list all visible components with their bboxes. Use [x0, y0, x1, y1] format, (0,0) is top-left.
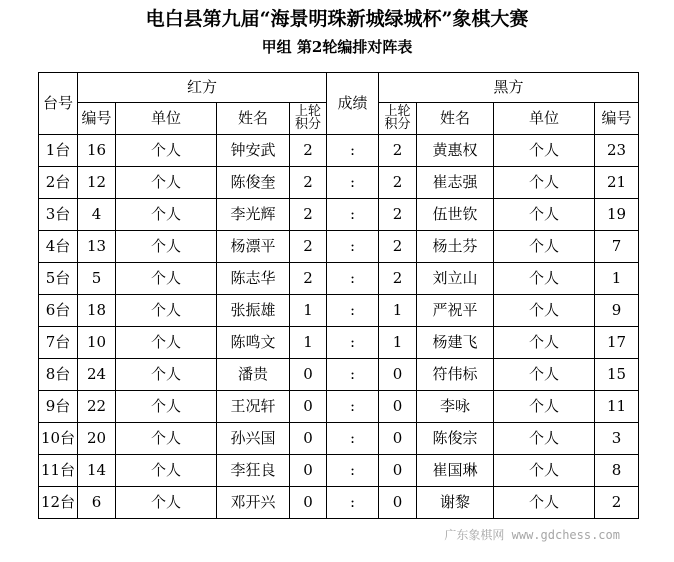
cell-red-prev-points: 0: [290, 359, 327, 391]
cell-red-name: 潘贵: [217, 359, 290, 391]
cell-black-name: 严祝平: [417, 295, 494, 327]
cell-red-prev-points: 0: [290, 423, 327, 455]
cell-red-unit: 个人: [116, 231, 217, 263]
cell-red-number: 22: [78, 391, 116, 423]
cell-black-number: 3: [595, 423, 639, 455]
cell-black-name: 刘立山: [417, 263, 494, 295]
cell-black-unit: 个人: [494, 199, 595, 231]
cell-black-prev-points: 2: [379, 231, 417, 263]
cell-red-prev-points: 2: [290, 231, 327, 263]
cell-table-no: 12台: [39, 487, 78, 519]
table-row: [39, 295, 639, 327]
cell-black-prev-points: 0: [379, 423, 417, 455]
cell-black-unit: 个人: [494, 423, 595, 455]
cell-result: :: [327, 295, 379, 327]
pairing-table: [38, 72, 639, 519]
cell-red-prev-points: 1: [290, 327, 327, 359]
table-row: [39, 167, 639, 199]
cell-black-prev-points: 0: [379, 487, 417, 519]
cell-table-no: 4台: [39, 231, 78, 263]
cell-black-name: 杨土芬: [417, 231, 494, 263]
cell-black-prev-points: 0: [379, 455, 417, 487]
cell-black-prev-points: 2: [379, 263, 417, 295]
table-row: [39, 487, 639, 519]
cell-red-name: 杨漂平: [217, 231, 290, 263]
cell-red-prev-points: 1: [290, 295, 327, 327]
cell-black-number: 1: [595, 263, 639, 295]
cell-red-unit: 个人: [116, 295, 217, 327]
cell-black-name: 杨建飞: [417, 327, 494, 359]
cell-black-prev-points: 0: [379, 391, 417, 423]
black-prev-points-label: 上轮 积分: [384, 104, 411, 132]
cell-result: :: [327, 231, 379, 263]
page-title: 电白县第九届“海景明珠新城绿城杯”象棋大赛: [145, 8, 529, 30]
cell-red-unit: 个人: [116, 263, 217, 295]
cell-black-unit: 个人: [494, 359, 595, 391]
cell-table-no: 10台: [39, 423, 78, 455]
cell-red-prev-points: 0: [290, 391, 327, 423]
cell-black-prev-points: 1: [379, 295, 417, 327]
table-row: [39, 455, 639, 487]
cell-red-name: 王况轩: [217, 391, 290, 423]
cell-table-no: 3台: [39, 199, 78, 231]
cell-black-number: 23: [595, 135, 639, 167]
cell-table-no: 9台: [39, 391, 78, 423]
cell-red-unit: 个人: [116, 135, 217, 167]
col-header-result: 成绩: [327, 73, 379, 135]
header-row-1: [39, 73, 639, 103]
col-header-black-number: 编号: [595, 103, 639, 135]
col-header-red-number: 编号: [78, 103, 116, 135]
cell-red-number: 18: [78, 295, 116, 327]
cell-red-number: 4: [78, 199, 116, 231]
watermark: 广东象棋网 www.gdchess.com: [444, 528, 620, 542]
cell-red-number: 13: [78, 231, 116, 263]
cell-black-name: 符伟标: [417, 359, 494, 391]
cell-red-prev-points: 2: [290, 135, 327, 167]
cell-result: :: [327, 167, 379, 199]
cell-black-prev-points: 2: [379, 135, 417, 167]
cell-red-unit: 个人: [116, 423, 217, 455]
col-header-black-prev-points: [379, 103, 417, 135]
cell-table-no: 6台: [39, 295, 78, 327]
red-side-header: 红方: [78, 73, 327, 103]
table-row: [39, 423, 639, 455]
cell-black-number: 17: [595, 327, 639, 359]
cell-red-name: 孙兴国: [217, 423, 290, 455]
cell-red-unit: 个人: [116, 487, 217, 519]
cell-table-no: 8台: [39, 359, 78, 391]
cell-black-unit: 个人: [494, 295, 595, 327]
cell-result: :: [327, 455, 379, 487]
cell-red-prev-points: 2: [290, 167, 327, 199]
table-row: [39, 391, 639, 423]
cell-table-no: 11台: [39, 455, 78, 487]
cell-red-unit: 个人: [116, 455, 217, 487]
cell-red-number: 16: [78, 135, 116, 167]
col-header-red-prev-points: [290, 103, 327, 135]
cell-black-name: 崔国琳: [417, 455, 494, 487]
cell-red-name: 张振雄: [217, 295, 290, 327]
cell-black-number: 8: [595, 455, 639, 487]
cell-black-unit: 个人: [494, 327, 595, 359]
col-header-black-name: 姓名: [417, 103, 494, 135]
cell-black-number: 11: [595, 391, 639, 423]
cell-red-name: 钟安武: [217, 135, 290, 167]
cell-black-number: 21: [595, 167, 639, 199]
cell-red-number: 6: [78, 487, 116, 519]
cell-black-unit: 个人: [494, 455, 595, 487]
cell-black-name: 黄惠权: [417, 135, 494, 167]
cell-red-prev-points: 2: [290, 199, 327, 231]
cell-result: :: [327, 263, 379, 295]
table-row: [39, 327, 639, 359]
cell-black-name: 崔志强: [417, 167, 494, 199]
cell-black-unit: 个人: [494, 487, 595, 519]
cell-black-name: 谢黎: [417, 487, 494, 519]
cell-red-name: 邓开兴: [217, 487, 290, 519]
cell-red-unit: 个人: [116, 391, 217, 423]
cell-table-no: 1台: [39, 135, 78, 167]
col-header-red-unit: 单位: [116, 103, 217, 135]
cell-result: :: [327, 327, 379, 359]
table-row: [39, 135, 639, 167]
cell-black-prev-points: 2: [379, 167, 417, 199]
cell-table-no: 2台: [39, 167, 78, 199]
cell-table-no: 7台: [39, 327, 78, 359]
cell-black-unit: 个人: [494, 167, 595, 199]
cell-red-name: 李光辉: [217, 199, 290, 231]
col-header-table-no: 台号: [39, 73, 78, 135]
cell-black-unit: 个人: [494, 135, 595, 167]
cell-red-number: 5: [78, 263, 116, 295]
table-row: [39, 359, 639, 391]
cell-black-number: 9: [595, 295, 639, 327]
cell-black-name: 陈俊宗: [417, 423, 494, 455]
cell-table-no: 5台: [39, 263, 78, 295]
cell-black-number: 15: [595, 359, 639, 391]
cell-black-name: 李咏: [417, 391, 494, 423]
cell-black-unit: 个人: [494, 263, 595, 295]
black-side-header: 黑方: [379, 73, 639, 103]
cell-red-number: 10: [78, 327, 116, 359]
cell-red-name: 陈俊奎: [217, 167, 290, 199]
cell-red-unit: 个人: [116, 199, 217, 231]
red-prev-points-label: 上轮 积分: [295, 104, 322, 132]
cell-black-number: 2: [595, 487, 639, 519]
cell-red-prev-points: 2: [290, 263, 327, 295]
cell-red-name: 李狂良: [217, 455, 290, 487]
cell-result: :: [327, 135, 379, 167]
cell-black-number: 7: [595, 231, 639, 263]
table-row: [39, 263, 639, 295]
cell-red-number: 12: [78, 167, 116, 199]
cell-red-number: 24: [78, 359, 116, 391]
cell-red-unit: 个人: [116, 359, 217, 391]
cell-red-prev-points: 0: [290, 455, 327, 487]
cell-red-name: 陈志华: [217, 263, 290, 295]
cell-black-number: 19: [595, 199, 639, 231]
cell-black-unit: 个人: [494, 231, 595, 263]
cell-red-unit: 个人: [116, 327, 217, 359]
cell-result: :: [327, 423, 379, 455]
cell-red-number: 20: [78, 423, 116, 455]
cell-result: :: [327, 391, 379, 423]
cell-result: :: [327, 199, 379, 231]
cell-red-prev-points: 0: [290, 487, 327, 519]
col-header-black-unit: 单位: [494, 103, 595, 135]
cell-black-unit: 个人: [494, 391, 595, 423]
cell-result: :: [327, 359, 379, 391]
cell-red-number: 14: [78, 455, 116, 487]
table-row: [39, 231, 639, 263]
cell-result: :: [327, 487, 379, 519]
cell-red-name: 陈鸣文: [217, 327, 290, 359]
cell-black-name: 伍世钦: [417, 199, 494, 231]
cell-black-prev-points: 1: [379, 327, 417, 359]
page-subtitle: 甲组 第2轮编排对阵表: [261, 38, 413, 56]
cell-red-unit: 个人: [116, 167, 217, 199]
col-header-red-name: 姓名: [217, 103, 290, 135]
cell-black-prev-points: 2: [379, 199, 417, 231]
table-row: [39, 199, 639, 231]
cell-black-prev-points: 0: [379, 359, 417, 391]
